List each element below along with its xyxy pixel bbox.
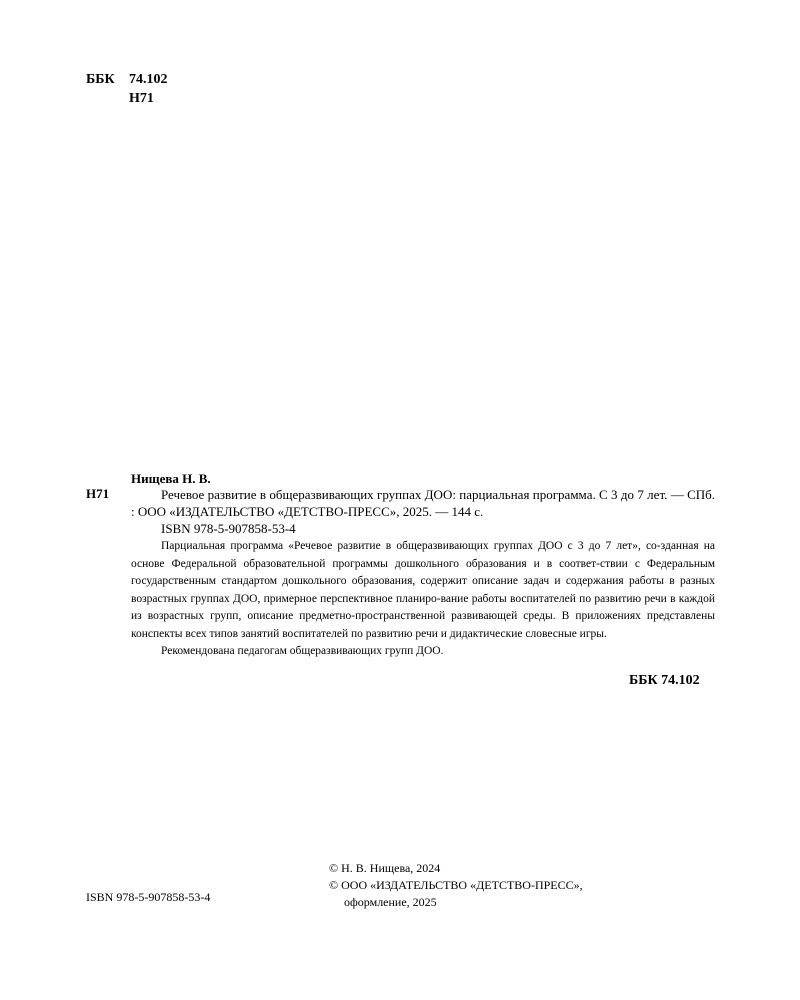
bbk-code: 74.102 xyxy=(129,72,168,87)
card-author: Нищева Н. В. xyxy=(131,471,211,486)
author-mark-top: Н71 xyxy=(129,91,154,106)
copyright-publisher: © ООО «ИЗДАТЕЛЬСТВО «ДЕТСТВО-ПРЕСС», xyxy=(329,878,583,892)
card-isbn: ISBN 978-5-907858-53-4 xyxy=(161,521,296,536)
card-description: Речевое развитие в общеразвивающих группах ДОО: парциальная программа. С 3 до 7 лет. — СПб. : ООО «ИЗДАТЕЛЬСТВО «ДЕТСТВО-ПРЕСС», 2025. — 144 с. xyxy=(131,487,715,519)
bbk-index-block xyxy=(86,70,168,108)
copyright-author: © Н. В. Нищева, 2024 xyxy=(329,861,441,875)
annotation-paragraph-2: Рекомендована педагогам общеразвивающих групп ДОО. xyxy=(161,645,444,657)
bbk-label: ББК xyxy=(86,72,115,87)
card-author-mark: Н71 xyxy=(86,486,110,501)
copyright-block xyxy=(329,860,583,911)
catalog-card xyxy=(131,486,715,537)
copyright-design: оформление, 2025 xyxy=(344,895,437,909)
annotation xyxy=(131,538,715,661)
bbk-bottom: ББК 74.102 xyxy=(629,673,700,688)
isbn-bottom: ISBN 978-5-907858-53-4 xyxy=(86,890,211,904)
annotation-paragraph-1: Парциальная программа «Речевое развитие в общеразвивающих группах ДОО с 3 до 7 лет», со-зданная на основе Федеральной образовательной программы дошкольного образования и в соответ-ствии с Федеральным государственным стандартом дошкольного образования, содержит описание задач и содержания работы в разных возрастных группах ДОО, примерное перспективное планиро-вание работы воспитателей по развитию речи в каждой из возрастных групп, описание предметно-пространственной развивающей среды. В приложениях представлены конспекты всех типов занятий воспитателей по развитию речи и дидактические словесные игры. xyxy=(131,540,715,640)
